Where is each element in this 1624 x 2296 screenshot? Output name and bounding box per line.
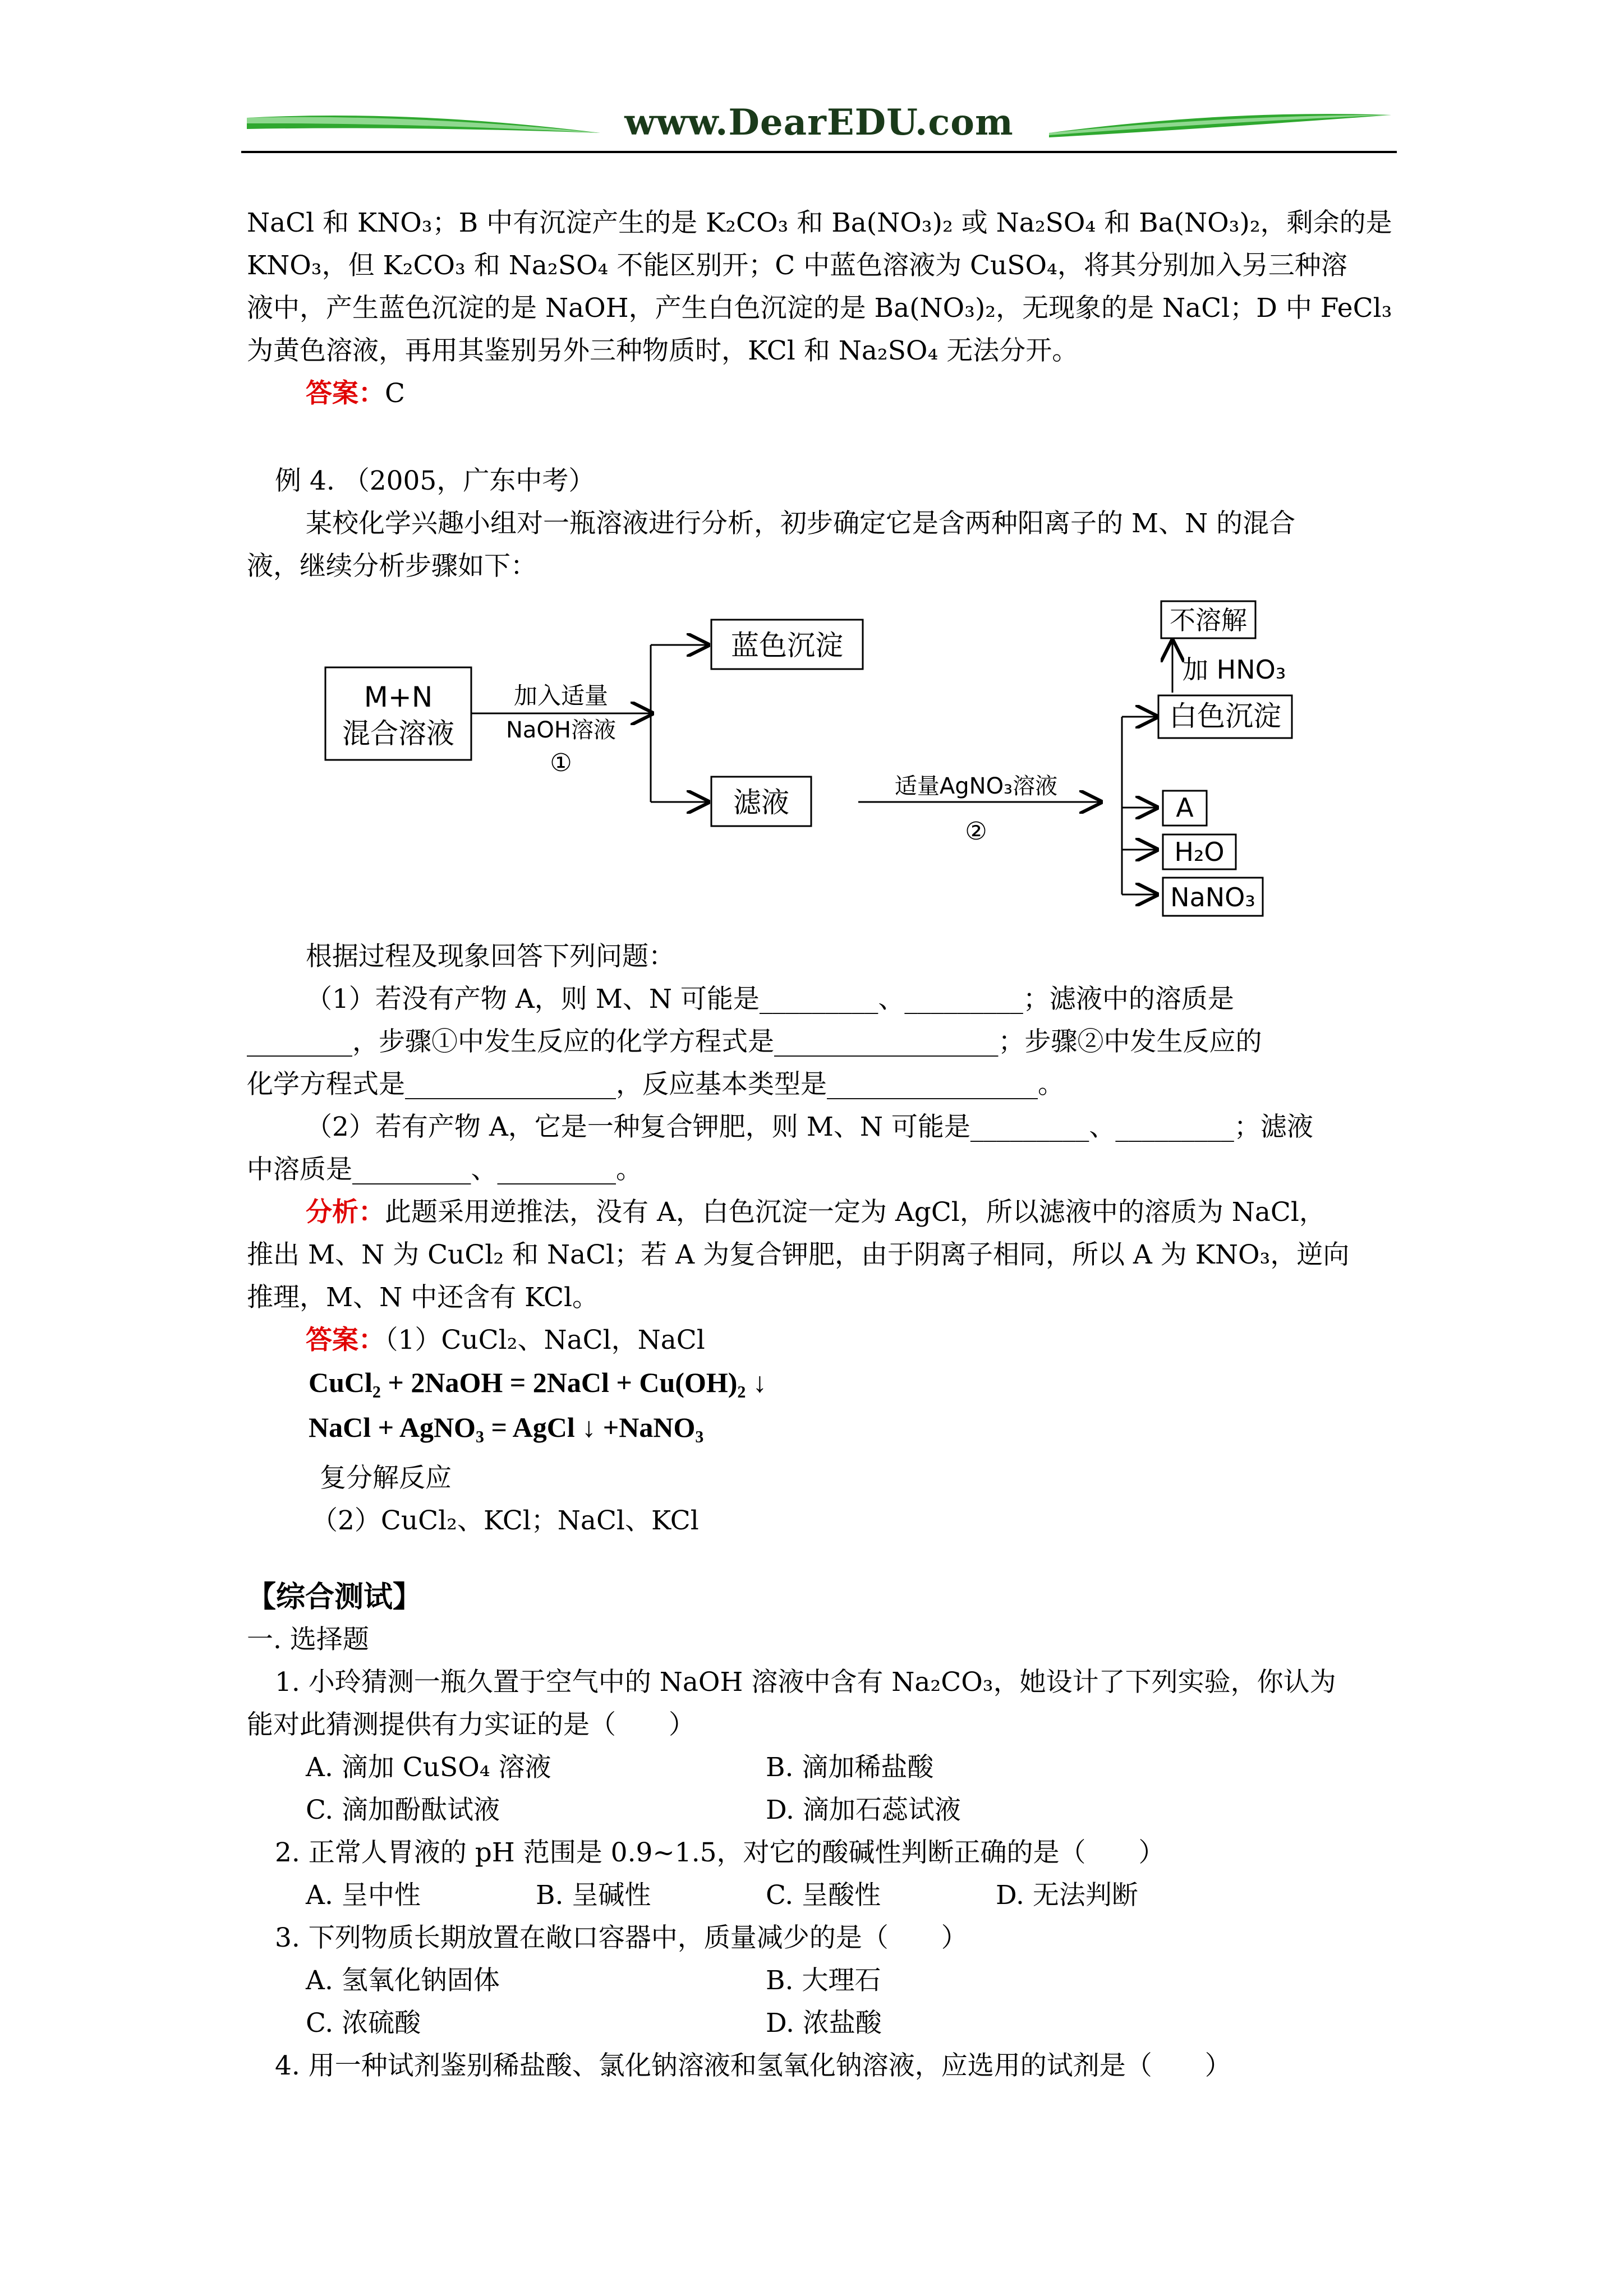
arrow2-label-1: 适量AgNO₃溶液 (894, 773, 1058, 799)
test-question: 能对此猜测提供有力实证的是（ ） (247, 1709, 695, 1740)
product-h2o-label: H₂O (1174, 837, 1225, 867)
para-line: 为黄色溶液，再用其鉴别另外三种物质时，KCl 和 Na₂SO₄ 无法分开。 (247, 335, 1079, 366)
section-heading: 【综合测试】 (247, 1580, 422, 1614)
start-label-1: M+N (364, 681, 433, 713)
arrow1-label-3: ① (550, 749, 572, 777)
test-question: 2. 正常人胃液的 pH 范围是 0.9~1.5，对它的酸碱性判断正确的是（ ） (275, 1837, 1165, 1868)
example-intro: 液，继续分析步骤如下： (247, 551, 537, 582)
option-c: C. 滴加酚酞试液 (306, 1795, 500, 1825)
start-label-2: 混合溶液 (342, 717, 454, 750)
option-a: A. 氢氧化钠固体 (306, 1965, 500, 1996)
question-line: （1）若没有产物 A，则 M、N 可能是_________、_________；滤液中的溶质是 (306, 984, 1234, 1015)
answer-label: 答案： (306, 378, 385, 409)
answer-part2: （2）CuCl₂、KCl；NaCl、KCl (311, 1505, 699, 1536)
analysis-label: 分析： (306, 1197, 385, 1228)
question-line: 化学方程式是________________，反应基本类型是________________。 (247, 1069, 1064, 1100)
product-a-label: A (1176, 792, 1194, 823)
filtrate-label: 滤液 (733, 786, 789, 819)
answer-label: 答案： (306, 1325, 385, 1356)
option-b: B. 大理石 (766, 1965, 881, 1996)
option-a: A. 滴加 CuSO₄ 溶液 (306, 1752, 551, 1783)
answer-line (306, 372, 405, 415)
para-line: KNO₃，但 K₂CO₃ 和 Na₂SO₄ 不能区别开；C 中蓝色溶液为 CuSO₄，将其分别加入另三种溶 (247, 250, 1347, 281)
test-question: 3. 下列物质长期放置在敞口容器中，质量减少的是（ ） (275, 1922, 968, 1953)
reaction-type: 复分解反应 (320, 1463, 452, 1493)
option-d: D. 无法判断 (996, 1880, 1138, 1911)
arrow1-label-1: 加入适量 (513, 682, 609, 709)
test-question: 4. 用一种试剂鉴别稀盐酸、氯化钠溶液和氢氧化钠溶液，应选用的试剂是（ ） (275, 2050, 1231, 2081)
equation-1: CuCl₂ + 2NaOH = 2NaCl + Cu(OH)₂ ↓ (309, 1367, 767, 1398)
section-subheading: 一. 选择题 (247, 1624, 369, 1655)
header-rule (241, 151, 1397, 153)
equation-2: NaCl + AgNO₃ = AgCl ↓ +NaNO₃ (309, 1412, 704, 1443)
white-ppt-label: 白色沉淀 (1169, 700, 1281, 732)
analysis-text: 此题采用逆推法，没有 A，白色沉淀一定为 AgCl，所以滤液中的溶质为 NaCl， (385, 1197, 1326, 1228)
answer-line (306, 1319, 705, 1362)
blue-ppt-label: 蓝色沉淀 (731, 629, 843, 662)
reaction-flow-diagram (314, 589, 1335, 925)
option-b: B. 滴加稀盐酸 (766, 1752, 934, 1783)
question-line: （2）若有产物 A，它是一种复合钾肥，则 M、N 可能是_________、_________；滤液 (306, 1112, 1313, 1142)
site-logo-text: www.DearEDU.com (624, 102, 1014, 144)
add-hno3-label: 加 HNO₃ (1183, 654, 1286, 685)
answer-value: C (385, 378, 405, 409)
arrow1-label-2: NaOH溶液 (506, 717, 616, 743)
question-line: 中溶质是_________、_________。 (247, 1154, 642, 1185)
test-question: 1. 小玲猜测一瓶久置于空气中的 NaOH 溶液中含有 Na₂CO₃，她设计了下列实验，你认为 (275, 1667, 1336, 1698)
answer-part1: （1）CuCl₂、NaCl，NaCl (385, 1325, 705, 1356)
page-header (241, 98, 1397, 160)
option-c: C. 浓硫酸 (306, 2008, 421, 2039)
analysis-line: 推理，M、N 中还含有 KCl。 (247, 1282, 599, 1313)
option-c: C. 呈酸性 (766, 1880, 881, 1911)
analysis-line: 推出 M、N 为 CuCl₂ 和 NaCl；若 A 为复合钾肥，由于阴离子相同，所以 A 为 KNO₃，逆向 (247, 1239, 1350, 1270)
example-title: 例 4. （2005，广东中考） (275, 465, 595, 496)
question-line: ________，步骤①中发生反应的化学方程式是_________________；步骤②中发生反应的 (247, 1026, 1262, 1057)
option-d: D. 滴加石蕊试液 (766, 1795, 961, 1825)
insoluble-label: 不溶解 (1170, 605, 1247, 635)
question-lead: 根据过程及现象回答下列问题： (306, 941, 675, 972)
option-d: D. 浓盐酸 (766, 2008, 882, 2039)
product-nano3-label: NaNO₃ (1170, 882, 1255, 912)
option-b: B. 呈碱性 (536, 1880, 651, 1911)
para-line: 液中，产生蓝色沉淀的是 NaOH，产生白色沉淀的是 Ba(NO₃)₂，无现象的是 NaCl；D 中 FeCl₃ (247, 293, 1392, 324)
para-line: NaCl 和 KNO₃；B 中有沉淀产生的是 K₂CO₃ 和 Ba(NO₃)₂ 或 Na₂SO₄ 和 Ba(NO₃)₂，剩余的是 (247, 208, 1392, 238)
example-intro: 某校化学兴趣小组对一瓶溶液进行分析，初步确定它是含两种阳离子的 M、N 的混合 (306, 508, 1296, 539)
option-a: A. 呈中性 (306, 1880, 421, 1911)
analysis-line (306, 1191, 1326, 1234)
arrow2-label-2: ② (965, 817, 987, 846)
